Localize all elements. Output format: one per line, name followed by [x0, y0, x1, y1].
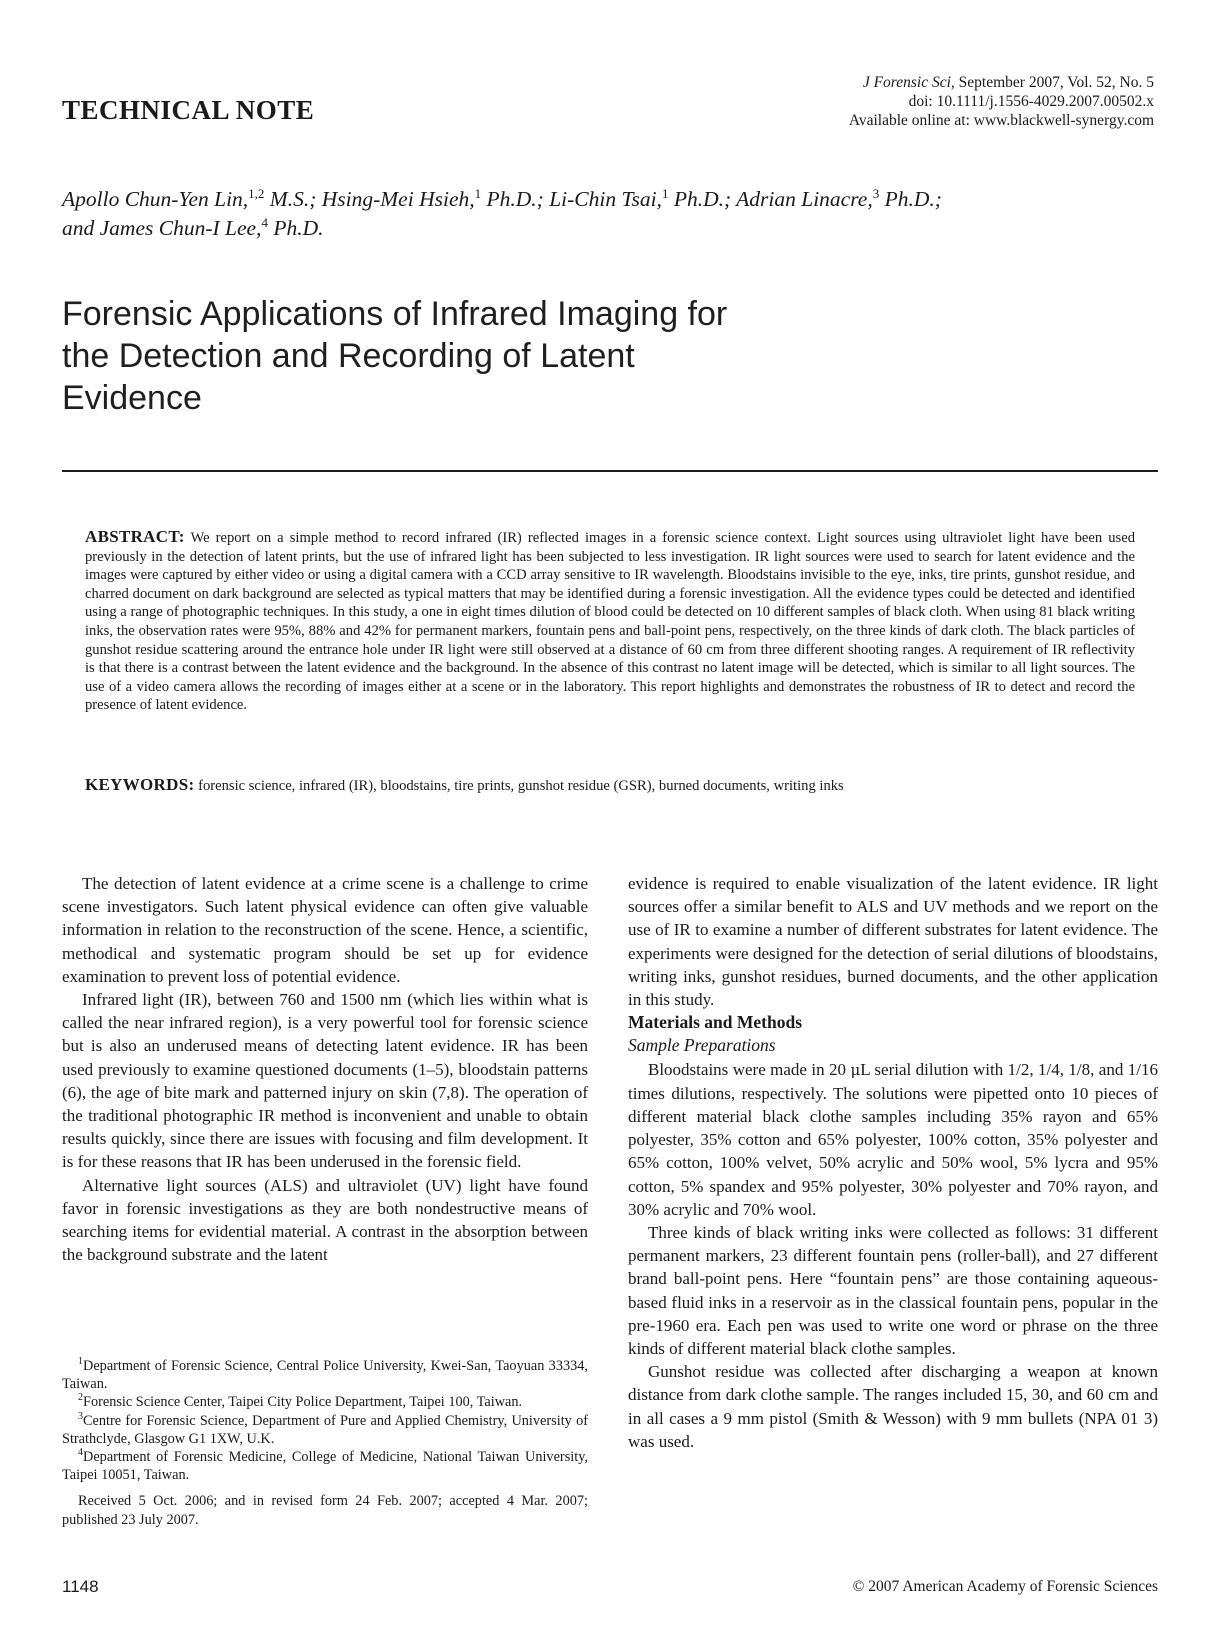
title-line: the Detection and Recording of Latent	[62, 337, 635, 375]
paper-title	[62, 293, 862, 419]
journal-issue: September 2007, Vol. 52, No. 5	[958, 74, 1154, 91]
author-affiliation: 3	[872, 185, 880, 201]
left-column	[62, 872, 588, 1266]
author-affiliation: 4	[261, 214, 268, 230]
text-run: Bloodstains were made in 20	[648, 1059, 851, 1079]
title-line: Evidence	[62, 379, 202, 417]
journal-name: J Forensic Sci,	[862, 74, 955, 91]
section-heading: Materials and Methods	[628, 1012, 803, 1033]
footnote-text: Centre for Forensic Science, Department of Pure and Applied Chemistry, University of Strathclyde, Glasgow G1 1XW, U.K.	[62, 1412, 588, 1447]
abstract	[85, 528, 1135, 715]
body-paragraph	[628, 1058, 1158, 1221]
title-divider	[62, 470, 1158, 472]
copyright: © 2007 American Academy of Forensic Sciences	[852, 1578, 1158, 1595]
footnote-text: Department of Forensic Medicine, College of Medicine, National Taiwan University, Taipei 10051, Taiwan.	[62, 1449, 588, 1484]
keywords	[85, 775, 1135, 795]
availability: Available online at: www.blackwell-synergy.com	[848, 112, 1154, 129]
body-paragraph: Three kinds of black writing inks were collected as follows: 31 different permanent markers, 23 different fountain pens (roller-ball), and 27 different brand ball-point pens. Here “fountain pens” are those containing aqueous-based fluid inks in a reservoir as in the classical fountain pens, popular in the pre-1960 era. Each pen was used to write one word or phrase on the three kinds of different material black clothe samples.	[628, 1223, 1158, 1359]
body-paragraph: Alternative light sources (ALS) and ultraviolet (UV) light have found favor in forensic investigations as they are both nondestructive means of searching items for evidential material. A contrast in the absorption between the background substrate and the latent	[62, 1175, 588, 1265]
author-degree: Ph.D.;	[884, 187, 942, 211]
text-run: L serial dilution with 1/2, 1/4, 1/8, and 1/16 times dilutions, respectively. The solutions were pipetted onto 10 pieces of different material black clothe samples including 35% rayon and 65% polyester, 35% cotton and 65% polyester, 100% cotton, 35% polyester and 65% cotton, 100% velvet, 50% acrylic and 50% wool, 5% lycra and 95% cotton, 5% spandex and 95% polyester, 30% polyester and 70% rayon, and 30% acrylic and 70% wool.	[628, 1059, 1158, 1219]
author-degree: M.S.;	[269, 187, 317, 211]
doi: doi: 10.1111/j.1556-4029.2007.00502.x	[908, 93, 1154, 110]
abstract-label: ABSTRACT:	[85, 527, 185, 546]
journal-info	[849, 73, 1154, 130]
abstract-text: We report on a simple method to record infrared (IR) reflected images in a forensic science context. Light sources using ultraviolet light have been used previously in the detection of latent prints, but the use of infrared light has been subjected to less investigation. IR light sources were used to search for latent evidence and the images were captured by either video or using a digital camera with a CCD array sensitive to IR wavelength. Bloodstains invisible to the eye, inks, tire prints, gunshot residue, and charred document on dark background are selected as typical matters that may be identified during a forensic investigation. All the evidence types could be detected and identified using a range of photographic techniques. In this study, a one in eight times dilution of blood could be detected on 10 different samples of black cloth. When using 81 black writing inks, the observation rates were 95%, 88% and 42% for permanent markers, fountain pens and ball-point pens, respectively, on the three kinds of dark cloth. The black particles of gunshot residue scattering around the entrance hole under IR light were still observed at a distance of 60 cm from three different shooting ranges. A requirement of IR reflectivity is that there is a contrast between the latent evidence and the background. In the absence of this contrast no latent image will be detected, which is similar to all light sources. The use of a video camera allows the recording of images either at a scene or in the laboratory. This report highlights and demonstrates the robustness of IR to detect and record the presence of latent evidence.	[85, 530, 1135, 714]
body-paragraph: evidence is required to enable visualization of the latent evidence. IR light sources offer a similar benefit to ALS and UV methods and we report on the use of IR to examine a number of different substrates for latent evidence. The experiments were designed for the detection of serial dilutions of bloodstains, writing inks, gunshot residues, burned documents, and the other application in this study.	[628, 874, 1158, 1010]
footnotes	[62, 1357, 588, 1529]
author-name: Adrian Linacre,	[736, 187, 873, 211]
keywords-label: KEYWORDS:	[85, 775, 195, 794]
page-number: 1148	[62, 1577, 99, 1596]
author-affiliation: 1,2	[248, 185, 265, 201]
received-dates: Received 5 Oct. 2006; and in revised form 24 Feb. 2007; accepted 4 Mar. 2007; published 23 July 2007.	[62, 1493, 588, 1528]
footnote	[62, 1412, 588, 1448]
footnote	[62, 1448, 588, 1484]
footnote-number: 4	[78, 1447, 83, 1459]
footnote-text: Department of Forensic Science, Central Police University, Kwei-San, Taoyuan 33334, Taiwan.	[62, 1358, 588, 1393]
author-degree: Ph.D.;	[673, 187, 732, 211]
author-degree: Ph.D.;	[486, 187, 544, 211]
body-paragraph: Infrared light (IR), between 760 and 1500 nm (which lies within what is called the near infrared region), is a very powerful tool for forensic science but is also an underused means of detecting latent evidence. IR has been used previously to examine questioned documents (1–5), bloodstain patterns (6), the age of bite mark and patterned injury on skin (7,8). The operation of the traditional photographic IR method is inconvenient and unable to obtain results quickly, since there are issues with focusing and film development. It is for these reasons that IR has been underused in the forensic field.	[62, 990, 588, 1172]
author-name: Apollo Chun-Yen Lin,	[62, 187, 249, 211]
author-name: Li-Chin Tsai,	[549, 187, 662, 211]
right-column	[628, 872, 1158, 1453]
keywords-text: forensic science, infrared (IR), bloodstains, tire prints, gunshot residue (GSR), burned documents, writing inks	[198, 778, 844, 794]
footnote-number: 2	[78, 1392, 83, 1404]
micro-symbol: μ	[850, 1060, 861, 1079]
author-affiliation: 1	[661, 185, 669, 201]
section-label: TECHNICAL NOTE	[62, 95, 315, 125]
footnote-text: Forensic Science Center, Taipei City Police Department, Taipei 100, Taiwan.	[83, 1394, 523, 1411]
footnote	[62, 1357, 588, 1393]
author-name: Hsing-Mei Hsieh,	[321, 187, 475, 211]
footnote	[62, 1393, 588, 1411]
author-name: and James Chun-I Lee,	[62, 216, 262, 240]
body-paragraph: Gunshot residue was collected after discharging a weapon at known distance from dark clothe sample. The ranges included 15, 30, and 60 cm and in all cases a 9 mm pistol (Smith & Wesson) with 9 mm bullets (NPA 01 3) was used.	[628, 1362, 1158, 1451]
subsection-heading: Sample Preparations	[628, 1035, 776, 1056]
body-paragraph: The detection of latent evidence at a crime scene is a challenge to crime scene investigators. Such latent physical evidence can often give valuable information in relation to the reconstruction of the scene. Hence, a scientific, methodical and systematic program should be set up for evidence examination to prevent loss of potential evidence.	[62, 874, 588, 986]
author-degree: Ph.D.	[273, 216, 324, 240]
author-affiliation: 1	[474, 185, 482, 201]
footnote-number: 1	[78, 1356, 83, 1368]
footnote-number: 3	[78, 1410, 83, 1422]
author-list	[62, 185, 1162, 243]
title-line: Forensic Applications of Infrared Imaging for	[62, 295, 728, 333]
